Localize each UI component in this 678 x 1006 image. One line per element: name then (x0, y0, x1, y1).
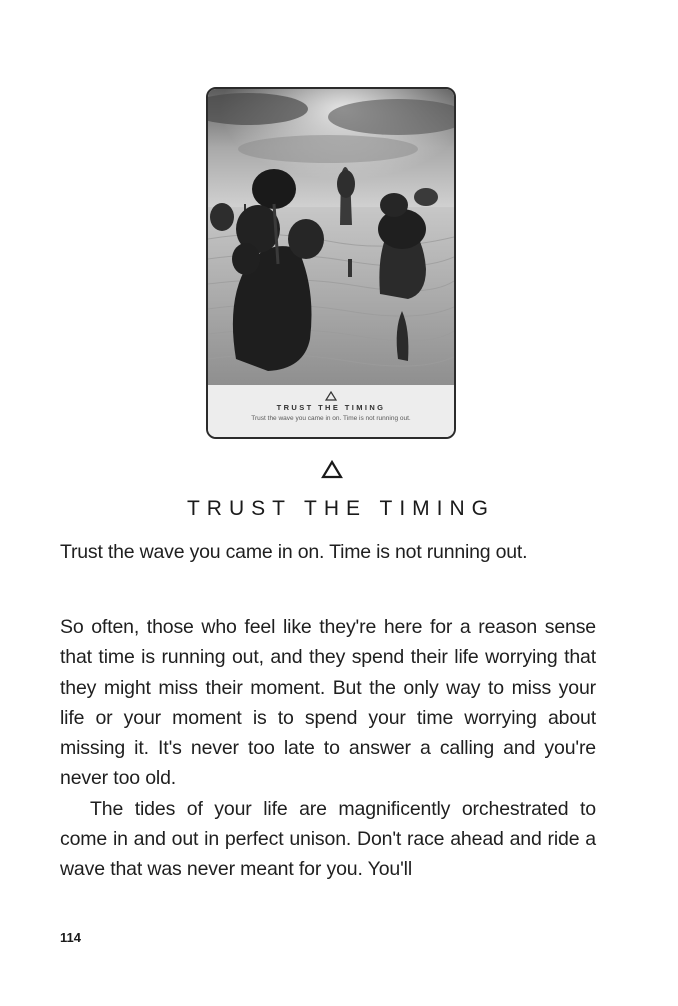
card-illustration (208, 89, 454, 385)
triangle-icon (325, 391, 337, 401)
triangle-icon (321, 460, 343, 479)
card-title: TRUST THE TIMING (276, 403, 386, 412)
section-title: TRUST THE TIMING (186, 497, 495, 520)
body-paragraph: So often, those who feel like they're here for a reason sense that time is running out, and they spend their life worrying that they might miss their moment. But the only way to miss your life or your moment is to spend your time worrying about missing it. It's never too late to answer a calling and you're never too old. (60, 616, 596, 790)
card-subtitle: Trust the wave you came in on. Time is not running out. (251, 415, 411, 422)
page-number: 114 (60, 930, 81, 945)
body-text (60, 612, 596, 885)
card-caption (208, 385, 454, 439)
affirmation-text: Trust the wave you came in on. Time is not running out. (60, 541, 528, 563)
oracle-card (206, 87, 456, 439)
body-paragraph: The tides of your life are magnificently orchestrated to come in and out in perfect unison. Don't race ahead and ride a wave that was never meant for you. You'll (60, 797, 596, 881)
